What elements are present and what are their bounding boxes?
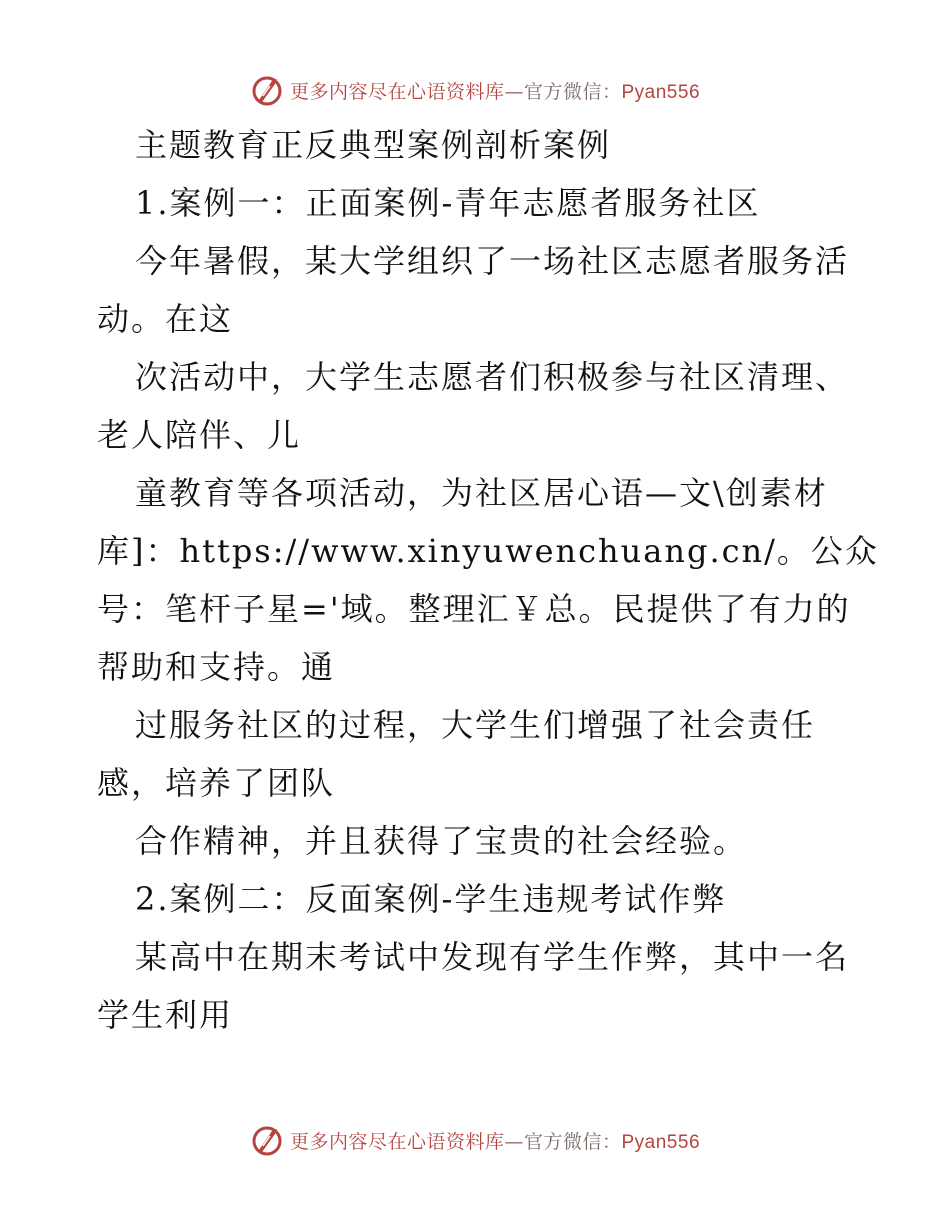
footer-banner-wechat: 官方微信： [523,1130,622,1153]
case-one-heading: 1.案例一：正面案例-青年志愿者服务社区 [135,184,761,222]
footer-banner-main: 更多内容尽在心语资料库 [289,1130,505,1153]
header-banner-id: Pyan556 [621,81,701,103]
quill-pen-logo-icon [250,1123,284,1157]
header-banner-main: 更多内容尽在心语资料库 [289,80,505,103]
footer-banner-text [290,1127,700,1154]
case-two-heading: 2.案例二：反面案例-学生违规考试作弊 [135,880,727,918]
paragraph-line: 库]：https://www.xinyuwenchuang.cn/。公众 [97,532,879,570]
footer-banner-inner [250,1123,700,1157]
header-banner-text [290,77,700,104]
header-banner [0,70,950,110]
paragraph-line: 感，培养了团队 [97,764,336,802]
footer-banner [0,1120,950,1160]
footer-banner-id: Pyan556 [621,1131,701,1153]
paragraph-line: 次活动中，大学生志愿者们积极参与社区清理、 [135,358,850,396]
footer-banner-separator: — [504,1130,524,1153]
paragraph-line: 学生利用 [97,996,234,1034]
paragraph-line: 某高中在期末考试中发现有学生作弊，其中一名 [135,938,850,976]
header-banner-wechat: 官方微信： [523,80,622,103]
doc-title: 主题教育正反典型案例剖析案例 [135,126,612,164]
header-banner-inner [250,73,700,107]
paragraph-line: 号：笔杆子星='域。整理汇￥总。民提供了有力的 [97,590,851,628]
paragraph-line: 今年暑假，某大学组织了一场社区志愿者服务活 [135,242,850,280]
paragraph-line: 老人陪伴、儿 [97,416,302,454]
paragraph-line: 童教育等各项活动，为社区居心语—文\创素材 [135,474,828,512]
paragraph-line: 帮助和支持。通 [97,648,336,686]
paragraph-line: 动。在这 [97,300,234,338]
paragraph-line: 合作精神，并且获得了宝贵的社会经验。 [135,822,748,860]
header-banner-separator: — [504,80,524,103]
paragraph-line: 过服务社区的过程，大学生们增强了社会责任 [135,706,816,744]
document-body [97,116,879,1044]
quill-pen-logo-icon [250,73,284,107]
